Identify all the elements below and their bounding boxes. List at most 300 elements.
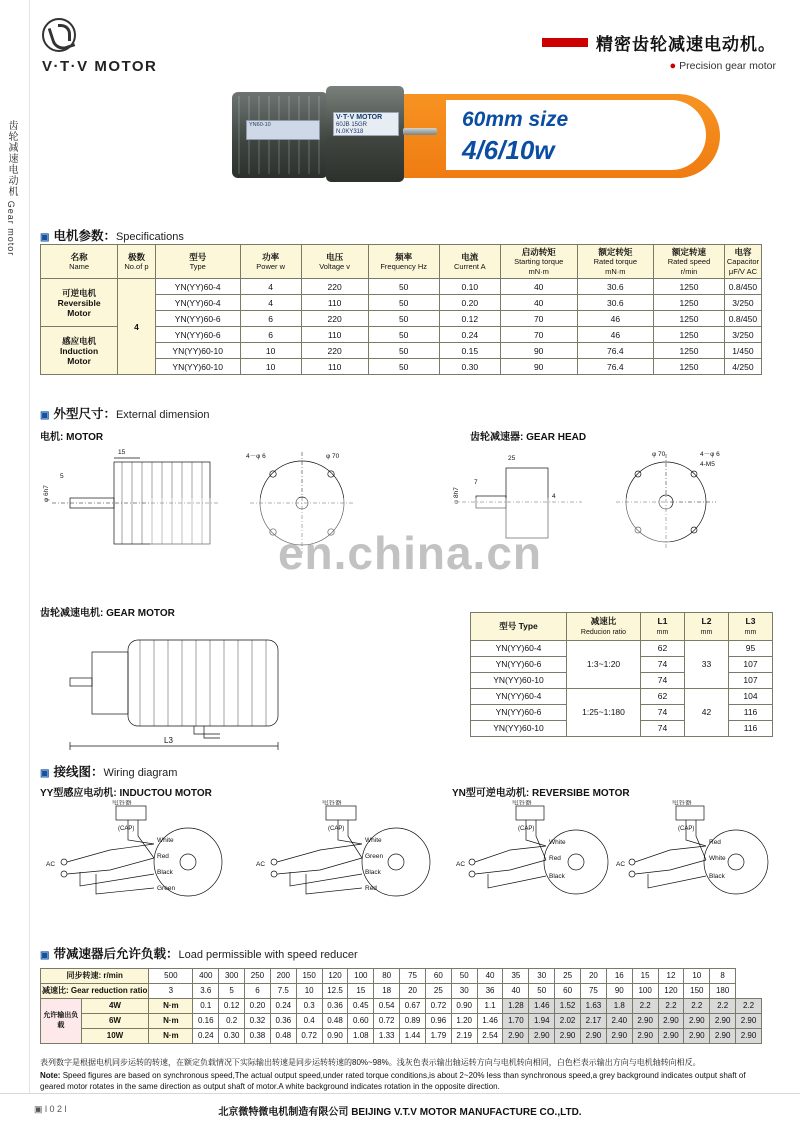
cell-load: 2.90 (555, 1029, 581, 1044)
section-marker-icon: ▣ (40, 232, 50, 243)
col-l1-label: L1 (657, 615, 668, 626)
cell-ratio-type: YN(YY)60-10 (471, 721, 567, 737)
svg-text:(CAP): (CAP) (328, 826, 345, 832)
svg-text:φ 70: φ 70 (652, 451, 666, 458)
cell-load: 0.48 (270, 1029, 296, 1044)
col-reduction-ratio-cn: 减速比 (590, 615, 617, 626)
motor-nameplate (246, 120, 320, 140)
col-capacitor (724, 245, 761, 279)
cell-reduction-ratio: 1:3~1:20 (567, 641, 641, 689)
table-row (41, 279, 762, 295)
cell-voltage: 220 (301, 311, 368, 327)
group-induction-en1: Induction (59, 345, 99, 356)
table-row-speeds (41, 969, 762, 984)
cell-load: 1.1 (477, 999, 503, 1014)
table-row-ratios (41, 984, 762, 999)
cell-load: 1.79 (425, 1029, 451, 1044)
cell-load: 1.94 (529, 1014, 555, 1029)
cell-current: 0.24 (439, 327, 500, 343)
cell-ratio: 50 (529, 984, 555, 999)
cell-load: 1.28 (503, 999, 529, 1014)
cell-l3: 116 (729, 721, 773, 737)
cell-speed: 200 (270, 969, 296, 984)
cell-reduction-ratio: 1:25~1:180 (567, 689, 641, 737)
page-title (542, 30, 776, 72)
cell-ratio: 20 (400, 984, 426, 999)
spine-label-en: Gear motor (6, 200, 16, 257)
section-heading-load (40, 944, 358, 962)
cell-l3: 95 (729, 641, 773, 657)
svg-text:AC: AC (46, 861, 56, 868)
section-load-cn: 带减速器后允许负载： (53, 947, 179, 961)
cell-speed: 12 (658, 969, 684, 984)
cell-frequency: 50 (368, 359, 439, 375)
drawing-label-motor: 电机: MOTOR (40, 432, 104, 443)
cell-type: YN(YY)60-6 (155, 327, 240, 343)
cell-ratio: 75 (581, 984, 607, 999)
cell-speed: 100 (348, 969, 374, 984)
cell-capacitor: 3/250 (724, 327, 761, 343)
cell-load: 2.90 (736, 1029, 762, 1044)
cell-l3: 107 (729, 657, 773, 673)
row-label-permissible-cn: 允许输出负载 (43, 1012, 79, 1029)
col-starting-torque-en: Starting torque (514, 256, 564, 266)
cell-rated-torque: 30.6 (577, 295, 654, 311)
col-rated-speed-cn: 额定转速 (671, 246, 706, 257)
col-starting-torque-cn: 启动转矩 (521, 246, 556, 257)
cell-load: 2.90 (658, 1029, 684, 1044)
table-row (471, 641, 773, 657)
cell-load: 1.46 (477, 1014, 503, 1029)
svg-text:Black: Black (549, 873, 565, 880)
cell-unit-6w: N·m (149, 1014, 193, 1029)
cell-l1: 74 (641, 721, 685, 737)
cell-load: 2.90 (736, 1014, 762, 1029)
cell-load: 2.90 (684, 1029, 710, 1044)
cell-frequency: 50 (368, 295, 439, 311)
cell-frequency: 50 (368, 327, 439, 343)
svg-text:Red: Red (157, 853, 169, 860)
col-current-cn: 电流 (461, 251, 479, 262)
cell-rated-speed: 1250 (654, 279, 725, 295)
cell-capacitor: 4/250 (724, 359, 761, 375)
cell-starting-torque: 40 (500, 279, 577, 295)
dim-shaft-text: φ 6h7 (43, 485, 50, 502)
svg-text:AC: AC (456, 861, 466, 868)
cell-l1: 74 (641, 705, 685, 721)
cell-l2: 33 (685, 641, 729, 689)
cell-load: 2.2 (632, 999, 658, 1014)
brand-logo (42, 18, 202, 76)
col-reduction-ratio-en: Reducion ratio (580, 628, 627, 636)
cell-rated-speed: 1250 (654, 343, 725, 359)
col-power-en: Power w (256, 261, 286, 271)
cell-speed: 40 (477, 969, 503, 984)
cell-load: 0.72 (374, 1014, 400, 1029)
svg-text:AC: AC (256, 861, 266, 868)
table-header-row (471, 613, 773, 641)
cell-speed: 20 (581, 969, 607, 984)
svg-text:Red: Red (549, 855, 561, 862)
cell-speed: 60 (425, 969, 451, 984)
col-capacitor-cn: 电容 (734, 246, 752, 257)
drawing-label-gearmotor: 齿轮减速电机: GEAR MOTOR (40, 608, 175, 619)
cell-load: 2.90 (581, 1029, 607, 1044)
svg-text:4－φ 6: 4－φ 6 (246, 453, 266, 460)
title-accent-bar (542, 38, 588, 47)
cell-voltage: 220 (301, 279, 368, 295)
cell-unit-4w: N·m (149, 999, 193, 1014)
cell-speed: 150 (296, 969, 322, 984)
col-voltage-cn: 电压 (326, 251, 344, 262)
cell-power: 4 (240, 279, 301, 295)
group-induction (41, 327, 118, 375)
motor-nameplate-text: YN60-10 (249, 122, 271, 128)
svg-text:电容器: 电容器 (322, 800, 342, 806)
specifications-table (40, 244, 762, 375)
cell-power: 6 (240, 311, 301, 327)
col-ratio-type: 型号 Type (471, 613, 567, 641)
col-rated-speed-unit: r/min (680, 266, 698, 276)
cell-ratio: 90 (606, 984, 632, 999)
cell-type: YN(YY)60-10 (155, 359, 240, 375)
hero-banner (200, 72, 780, 202)
svg-text:5: 5 (60, 473, 64, 480)
group-induction-en2: Motor (67, 355, 91, 366)
cell-rated-speed: 1250 (654, 359, 725, 375)
section-dimension-cn: 外型尺寸： (53, 407, 116, 421)
cell-ratio: 3.6 (193, 984, 219, 999)
cell-load: 0.48 (322, 1014, 348, 1029)
cell-speed: 10 (684, 969, 710, 984)
cell-power-4w: 4W (81, 999, 149, 1014)
col-type (155, 245, 240, 279)
wiring-diagram-yy (40, 800, 450, 920)
cell-load: 0.20 (245, 999, 271, 1014)
svg-text:φ 8h7: φ 8h7 (453, 487, 460, 504)
cell-load: 2.40 (606, 1014, 632, 1029)
section-load-en: Load permissible with speed reducer (178, 949, 358, 961)
hero-line2: 4/6/10w (462, 135, 555, 165)
svg-text:φ 70: φ 70 (326, 453, 340, 460)
footnote-label: Note: (40, 1071, 61, 1080)
cell-load: 2.17 (581, 1014, 607, 1029)
cell-load: 1.46 (529, 999, 555, 1014)
load-permissible-table (40, 968, 762, 1044)
svg-text:White: White (549, 839, 566, 846)
cell-ratio: 10 (296, 984, 322, 999)
cell-starting-torque: 70 (500, 327, 577, 343)
cell-l3: 116 (729, 705, 773, 721)
cell-ratio: 120 (658, 984, 684, 999)
cell-rated-torque: 76.4 (577, 359, 654, 375)
gearhead-dimension-drawing (452, 444, 772, 594)
cell-ratio-type: YN(YY)60-4 (471, 689, 567, 705)
cell-ratio: 36 (477, 984, 503, 999)
cell-capacitor: 1/450 (724, 343, 761, 359)
col-rated-speed-en: Rated speed (667, 256, 711, 266)
col-poles-cn: 极数 (127, 251, 145, 262)
cell-ratio: 15 (348, 984, 374, 999)
cell-load: 1.33 (374, 1029, 400, 1044)
svg-text:15: 15 (118, 449, 126, 456)
section-wiring-en: Wiring diagram (103, 767, 178, 779)
cell-power: 10 (240, 343, 301, 359)
footnote-en: Speed figures are based on synchronous speed,The actual output speed,under rated torque conditions,is about 2~20% less than synchronous speed,a grey background indicates output shaft of geared motor rotates in the same direction as output shaft of motor.A white background indicates rotation in the opposite direction. (40, 1071, 746, 1091)
cell-load: 2.02 (555, 1014, 581, 1029)
cell-load: 0.16 (193, 1014, 219, 1029)
section-marker-icon: ▣ (40, 768, 50, 779)
svg-text:Red: Red (365, 885, 377, 892)
cell-load: 0.72 (425, 999, 451, 1014)
wiring-diagram-yn (452, 800, 772, 920)
cell-speed: 75 (400, 969, 426, 984)
cell-speed: 15 (632, 969, 658, 984)
cell-l1: 74 (641, 673, 685, 689)
col-poles-en: No.of p (124, 261, 149, 271)
cell-ratio: 30 (451, 984, 477, 999)
cell-load: 2.90 (529, 1029, 555, 1044)
cell-power-10w: 10W (81, 1029, 149, 1044)
group-reversible (41, 279, 118, 327)
cell-load: 1.08 (348, 1029, 374, 1044)
col-name-cn: 名称 (70, 251, 88, 262)
col-capacitor-unit: μF/V AC (728, 266, 757, 276)
svg-text:7: 7 (474, 479, 478, 486)
cell-load: 0.3 (296, 999, 322, 1014)
col-capacitor-en: Capacitor (726, 256, 759, 266)
cell-voltage: 110 (301, 359, 368, 375)
col-voltage (301, 245, 368, 279)
cell-rated-torque: 30.6 (577, 279, 654, 295)
cell-ratio: 18 (374, 984, 400, 999)
svg-text:(CAP): (CAP) (678, 826, 695, 832)
cell-voltage: 110 (301, 327, 368, 343)
col-starting-torque-unit: mN·m (528, 266, 549, 276)
cell-type: YN(YY)60-4 (155, 295, 240, 311)
col-l2 (685, 613, 729, 641)
cell-rated-torque: 46 (577, 327, 654, 343)
cell-starting-torque: 70 (500, 311, 577, 327)
col-power (240, 245, 301, 279)
output-shaft (403, 128, 437, 135)
cell-load: 0.4 (296, 1014, 322, 1029)
footnote (40, 1057, 762, 1092)
cell-load: 0.96 (425, 1014, 451, 1029)
cell-load: 2.90 (606, 1029, 632, 1044)
cell-unit-10w: N·m (149, 1029, 193, 1044)
table-row (41, 999, 762, 1014)
col-current (439, 245, 500, 279)
reduction-ratio-table (470, 612, 773, 737)
cell-speed: 25 (555, 969, 581, 984)
col-type-cn: 型号 (189, 251, 207, 262)
col-rated-torque-cn: 额定转矩 (598, 246, 633, 257)
svg-text:4－φ 6: 4－φ 6 (700, 451, 720, 458)
gearhead-nameplate-serial: N.0KY318 (336, 129, 364, 135)
page-number: ▣ l 0 2 l (34, 1104, 67, 1114)
col-l3-label: L3 (745, 615, 756, 626)
col-rated-torque (577, 245, 654, 279)
cell-l3: 107 (729, 673, 773, 689)
cell-l1: 74 (641, 657, 685, 673)
cell-speed: 120 (322, 969, 348, 984)
gearhead-nameplate (333, 112, 399, 136)
col-rated-torque-unit: mN·m (605, 266, 626, 276)
section-heading-dimension (40, 404, 210, 422)
watermark: en.china.cn (277, 527, 543, 579)
cell-load: 1.20 (451, 1014, 477, 1029)
col-l2-unit: mm (700, 628, 713, 636)
brand-name: V·T·V MOTOR (42, 58, 158, 75)
table-row (41, 1014, 762, 1029)
cell-current: 0.15 (439, 343, 500, 359)
cell-load: 2.2 (684, 999, 710, 1014)
cell-load: 2.90 (658, 1014, 684, 1029)
cell-load: 2.90 (632, 1014, 658, 1029)
row-label-ratio: 减速比: Gear reduction ratio (41, 984, 149, 999)
col-frequency-cn: 频率 (395, 251, 413, 262)
svg-text:4: 4 (552, 493, 556, 500)
hero-line1: 60mm size (462, 108, 569, 131)
svg-text:AC: AC (616, 861, 626, 868)
col-frequency-en: Frequency Hz (380, 261, 428, 271)
motor-dimension-drawing (40, 444, 440, 594)
drawing-label-gearhead: 齿轮减速器: GEAR HEAD (470, 432, 587, 443)
col-rated-torque-en: Rated torque (593, 256, 638, 266)
cell-rated-speed: 1250 (654, 327, 725, 343)
cell-load: 2.90 (503, 1029, 529, 1044)
cell-l3: 104 (729, 689, 773, 705)
cell-load: 0.24 (270, 999, 296, 1014)
cell-load: 0.36 (322, 999, 348, 1014)
cell-power: 10 (240, 359, 301, 375)
cell-load: 0.45 (348, 999, 374, 1014)
cell-load: 1.44 (400, 1029, 426, 1044)
cell-ratio: 150 (684, 984, 710, 999)
cell-frequency: 50 (368, 311, 439, 327)
cell-ratio-type: YN(YY)60-6 (471, 657, 567, 673)
cell-speed: 16 (606, 969, 632, 984)
gearhead-nameplate-brand: V·T·V MOTOR (336, 114, 383, 121)
cell-rated-torque: 76.4 (577, 343, 654, 359)
cell-load: 2.54 (477, 1029, 503, 1044)
svg-text:White: White (365, 837, 382, 844)
svg-text:White: White (157, 837, 174, 844)
col-poles (118, 245, 156, 279)
cell-load: 2.90 (684, 1014, 710, 1029)
cell-ratio: 6 (245, 984, 271, 999)
page-spine (0, 0, 30, 1127)
cell-frequency: 50 (368, 343, 439, 359)
cell-speed: 8 (710, 969, 736, 984)
cell-load: 2.2 (710, 999, 736, 1014)
col-name (41, 245, 118, 279)
cell-load: 0.72 (296, 1029, 322, 1044)
cell-speed: 500 (149, 969, 193, 984)
svg-text:25: 25 (508, 455, 516, 462)
cell-rated-speed: 1250 (654, 311, 725, 327)
cell-frequency: 50 (368, 279, 439, 295)
cell-rated-torque: 46 (577, 311, 654, 327)
cell-l1: 62 (641, 689, 685, 705)
col-reduction-ratio (567, 613, 641, 641)
cell-voltage: 220 (301, 343, 368, 359)
cell-load: 0.36 (270, 1014, 296, 1029)
bullet-icon: ● (669, 60, 677, 72)
table-row (471, 689, 773, 705)
cell-load: 0.24 (193, 1029, 219, 1044)
cell-load: 0.60 (348, 1014, 374, 1029)
svg-text:Green: Green (157, 885, 176, 892)
col-l3-unit: mm (744, 628, 757, 636)
page-title-en-text: Precision gear motor (679, 60, 776, 72)
group-reversible-en2: Motor (67, 307, 91, 318)
cell-starting-torque: 90 (500, 359, 577, 375)
col-l1-unit: mm (656, 628, 669, 636)
cell-load: 0.38 (245, 1029, 271, 1044)
cell-current: 0.20 (439, 295, 500, 311)
col-l2-label: L2 (701, 615, 712, 626)
cell-type: YN(YY)60-10 (155, 343, 240, 359)
cell-capacitor: 3/250 (724, 295, 761, 311)
footnote-cn: 表列数字是根据电机同步运转的转速，在额定负载情况下实际输出转速是同步运转转速的80%~98%。浅灰色表示输出轴运转方向与电机转向相同，白色栏表示输出方向与电机轴转向相反。 (40, 1058, 701, 1067)
cell-speed: 300 (219, 969, 245, 984)
section-marker-icon: ▣ (40, 950, 50, 961)
cell-starting-torque: 40 (500, 295, 577, 311)
gearhead-nameplate-model: 60JB 15GR (336, 122, 368, 128)
section-wiring-cn: 接线图： (53, 765, 104, 779)
cell-voltage: 110 (301, 295, 368, 311)
section-heading-wiring (40, 762, 177, 780)
cell-load: 2.90 (632, 1029, 658, 1044)
cell-rated-speed: 1250 (654, 295, 725, 311)
cell-ratio: 3 (149, 984, 193, 999)
dim-l3-text: L3 (164, 736, 173, 745)
cell-speed: 35 (503, 969, 529, 984)
section-heading-spec (40, 226, 184, 244)
svg-text:Green: Green (365, 853, 384, 860)
col-l3 (729, 613, 773, 641)
cell-ratio-type: YN(YY)60-4 (471, 641, 567, 657)
cell-ratio: 100 (632, 984, 658, 999)
cell-capacitor: 0.8/450 (724, 279, 761, 295)
cell-ratio-type: YN(YY)60-10 (471, 673, 567, 689)
cell-current: 0.10 (439, 279, 500, 295)
cell-starting-torque: 90 (500, 343, 577, 359)
page-footer (0, 1093, 800, 1127)
col-frequency (368, 245, 439, 279)
svg-text:(CAP): (CAP) (118, 826, 135, 832)
svg-text:电容器: 电容器 (512, 800, 532, 806)
cell-type: YN(YY)60-4 (155, 279, 240, 295)
page-title-cn: 精密齿轮减速电动机。 (596, 35, 776, 54)
cell-load: 1.63 (581, 999, 607, 1014)
col-type-en: Type (189, 261, 206, 271)
cell-poles: 4 (118, 279, 156, 375)
cell-load: 2.90 (710, 1014, 736, 1029)
wiring-title-yn: YN型可逆电动机: REVERSIBE MOTOR (452, 788, 630, 799)
cell-load: 0.67 (400, 999, 426, 1014)
col-starting-torque (500, 245, 577, 279)
cell-type: YN(YY)60-6 (155, 311, 240, 327)
page-title-en (542, 60, 776, 72)
cell-current: 0.12 (439, 311, 500, 327)
group-induction-cn: 感应电机 (62, 335, 97, 346)
footer-company: 北京微特微电机制造有限公司 BEIJING V.T.V MOTOR MANUFACTURE CO.,LTD. (218, 1107, 582, 1118)
cell-ratio: 7.5 (270, 984, 296, 999)
row-label-speed: 同步转速: r/min (41, 969, 149, 984)
